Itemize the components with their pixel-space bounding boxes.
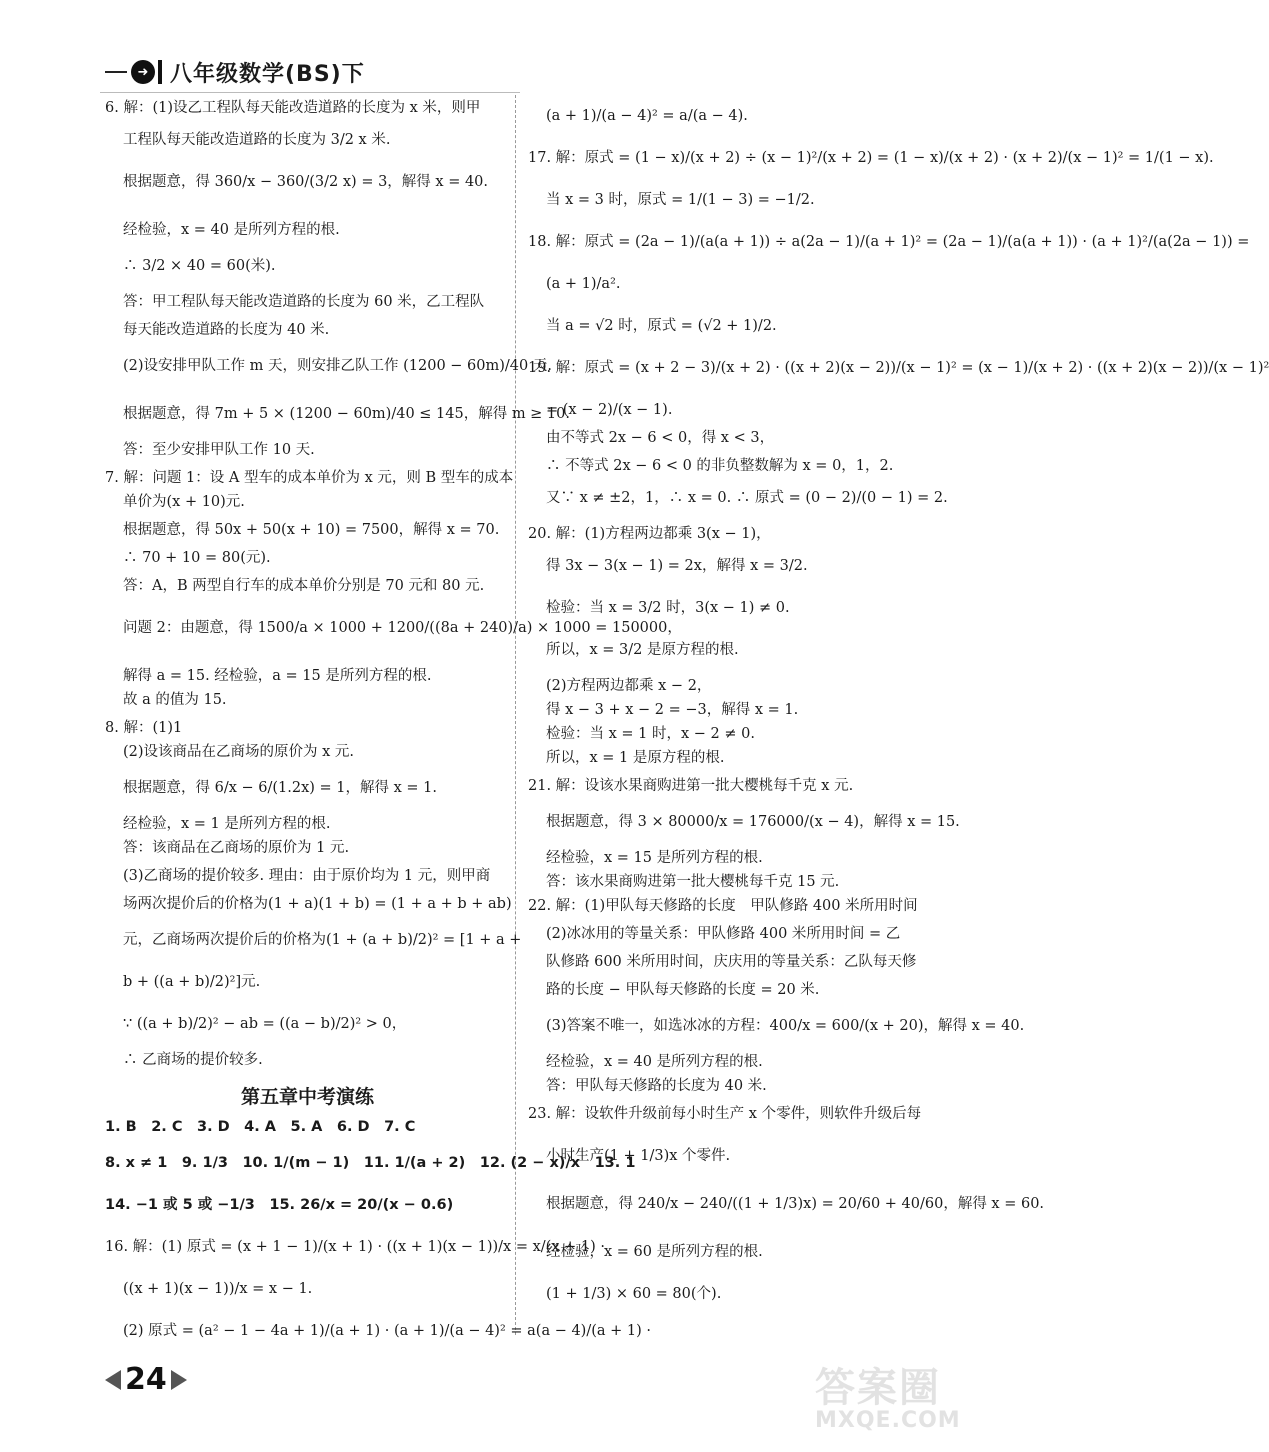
solution-line: 问题 2：由题意，得 1500/a × 1000 + 1200/((8a + 240)/a) × 1000 = 150000， — [123, 620, 682, 636]
problem-8 — [105, 716, 522, 1072]
solution-line: ∴ 3/2 × 40 = 60(米). — [123, 258, 276, 274]
solution-line: ((x + 1)(x − 1))/x = x − 1. — [123, 1281, 313, 1297]
header-divider — [100, 92, 520, 93]
solution-line: 故 a 的值为 15. — [123, 692, 227, 708]
solution-line: (a + 1)/(a − 4)² = a/(a − 4). — [546, 108, 748, 124]
solution-line: 经检验，x = 40 是所列方程的根. — [123, 222, 340, 238]
solution-line: (2)冰冰用的等量关系：甲队修路 400 米所用时间 = 乙 — [546, 926, 901, 942]
solution-line: 单价为(x + 10)元. — [123, 494, 245, 510]
answer-line: 14. −1 或 5 或 −1/3 15. 26/x = 20/(x − 0.6) — [105, 1197, 454, 1213]
solution-line: 路的长度 − 甲队每天修路的长度 = 20 米. — [546, 982, 820, 998]
watermark-url: MXQE.COM — [815, 1408, 961, 1433]
solution-line: 答：甲工程队每天能改造道路的长度为 60 米，乙工程队 — [123, 294, 485, 310]
page-header — [105, 52, 365, 92]
problem-22 — [528, 894, 1025, 1098]
solution-line: 经检验，x = 1 是所列方程的根. — [123, 816, 331, 832]
solution-line: 根据题意，得 6/x − 6/(1.2x) = 1，解得 x = 1. — [123, 780, 438, 796]
solution-line: 7. 解：问题 1：设 A 型车的成本单价为 x 元，则 B 型车的成本 — [105, 470, 514, 486]
solution-line: 当 x = 3 时，原式 = 1/(1 − 3) = −1/2. — [546, 192, 815, 208]
solution-line: (3)答案不唯一，如选冰冰的方程：400/x = 600/(x + 20)，解得 x = 40. — [546, 1018, 1025, 1034]
solution-line: 19. 解：原式 = (x + 2 − 3)/(x + 2) · ((x + 2)(x − 2))/(x − 1)² = (x − 1)/(x + 2) · ((x + 2)(x − 2))/(x − 1)² — [528, 360, 1269, 376]
solution-line: 21. 解：设该水果商购进第一批大樱桃每千克 x 元. — [528, 778, 854, 794]
solution-line: 答：该商品在乙商场的原价为 1 元. — [123, 840, 350, 856]
arrow-circle-icon: ➜ — [131, 60, 155, 84]
solution-line: 23. 解：设软件升级前每小时生产 x 个零件，则软件升级后每 — [528, 1106, 922, 1122]
solution-line: 又∵ x ≠ ±2，1，∴ x = 0. ∴ 原式 = (0 − 2)/(0 − 1) = 2. — [546, 490, 948, 506]
left-arrow-icon — [105, 1370, 121, 1390]
solution-line: 得 x − 3 + x − 2 = −3，解得 x = 1. — [546, 702, 799, 718]
solution-line: (3)乙商场的提价较多. 理由：由于原价均为 1 元，则甲商 — [123, 868, 491, 884]
solution-line: 当 a = √2 时，原式 = (√2 + 1)/2. — [546, 318, 777, 334]
solution-line: 经检验，x = 60 是所列方程的根. — [546, 1244, 763, 1260]
problem-19 — [528, 356, 1269, 510]
problem-6 — [105, 96, 570, 462]
solution-line: (2)设安排甲队工作 m 天，则安排乙队工作 (1200 − 60m)/40 天. — [123, 358, 552, 374]
solution-line: (2)设该商品在乙商场的原价为 x 元. — [123, 744, 355, 760]
solution-line: 经检验，x = 40 是所列方程的根. — [546, 1054, 763, 1070]
solution-line: 答：甲队每天修路的长度为 40 米. — [546, 1078, 767, 1094]
solution-line: 小时生产(1 + 1/3)x 个零件. — [546, 1148, 731, 1164]
solution-line: 20. 解：(1)方程两边都乘 3(x − 1)， — [528, 526, 771, 542]
solution-line: 8. 解：(1)1 — [105, 720, 183, 736]
right-column — [528, 96, 1269, 1306]
solution-line: (1 + 1/3) × 60 = 80(个). — [546, 1286, 722, 1302]
solution-line: 队修路 600 米所用时间，庆庆用的等量关系：乙队每天修 — [546, 954, 917, 970]
solution-line: 17. 解：原式 = (1 − x)/(x + 2) ÷ (x − 1)²/(x + 2) = (1 − x)/(x + 2) · (x + 2)/(x − 1)² = 1/(1 − x). — [528, 150, 1214, 166]
problem-18 — [528, 230, 1250, 338]
watermark-logo: 答案圈 — [815, 1365, 941, 1411]
header-rule — [105, 71, 127, 73]
solution-line: 检验：当 x = 3/2 时，3(x − 1) ≠ 0. — [546, 600, 790, 616]
solution-line: 答：A，B 两型自行车的成本单价分别是 70 元和 80 元. — [123, 578, 485, 594]
problem-21 — [528, 774, 960, 894]
solution-line: 所以，x = 3/2 是原方程的根. — [546, 642, 739, 658]
solution-line: = (x − 2)/(x − 1). — [546, 402, 673, 418]
solution-line: 答：该水果商购进第一批大樱桃每千克 15 元. — [546, 874, 840, 890]
solution-line: 检验：当 x = 1 时，x − 2 ≠ 0. — [546, 726, 755, 742]
solution-line: 得 3x − 3(x − 1) = 2x，解得 x = 3/2. — [546, 558, 808, 574]
solution-line: ∵ ((a + b)/2)² − ab = ((a − b)/2)² > 0， — [123, 1016, 407, 1032]
book-title: 八年级数学(BS)下 — [170, 61, 365, 87]
solution-line: 根据题意，得 7m + 5 × (1200 − 60m)/40 ≤ 145，解得 m ≥ 10. — [123, 406, 570, 422]
solution-line: 解得 a = 15. 经检验，a = 15 是所列方程的根. — [123, 668, 432, 684]
solution-line: 元，乙商场两次提价后的价格为(1 + (a + b)/2)² = [1 + a + — [123, 932, 522, 948]
solution-line: 场两次提价后的价格为(1 + a)(1 + b) = (1 + a + b + ab) — [123, 896, 512, 912]
solution-line: 根据题意，得 360/x − 360/(3/2 x) = 3，解得 x = 40. — [123, 174, 489, 190]
solution-line: 所以，x = 1 是原方程的根. — [546, 750, 725, 766]
right-arrow-icon — [171, 1370, 187, 1390]
solution-line: ∴ 乙商场的提价较多. — [123, 1052, 263, 1068]
solution-line: 答：至少安排甲队工作 10 天. — [123, 442, 315, 458]
page-number-text: 24 — [125, 1362, 167, 1397]
answer-line: 1. B 2. C 3. D 4. A 5. A 6. D 7. C — [105, 1119, 416, 1135]
answer-key — [105, 1115, 636, 1217]
problem-23 — [528, 1102, 1045, 1306]
solution-line: 16. 解：(1) 原式 = (x + 1 − 1)/(x + 1) · ((x + 1)(x − 1))/x = x/(x + 1) · — [105, 1239, 605, 1255]
answer-line: 8. x ≠ 1 9. 1/3 10. 1/(m − 1) 11. 1/(a + 2) 12. (2 − x)/x 13. 1 — [105, 1155, 636, 1171]
solution-line: 22. 解：(1)甲队每天修路的长度 甲队修路 400 米所用时间 — [528, 898, 918, 914]
header-bar — [158, 60, 162, 84]
solution-line: 根据题意，得 240/x − 240/((1 + 1/3)x) = 20/60 + 40/60，解得 x = 60. — [546, 1196, 1045, 1212]
watermark — [815, 1365, 985, 1438]
solution-line: ∴ 70 + 10 = 80(元). — [123, 550, 271, 566]
solution-line: 由不等式 2x − 6 < 0，得 x < 3， — [546, 430, 775, 446]
solution-line: b + ((a + b)/2)²]元. — [123, 974, 261, 990]
solution-line: 根据题意，得 3 × 80000/x = 176000/(x − 4)，解得 x = 15. — [546, 814, 960, 830]
solution-line: (2)方程两边都乘 x − 2， — [546, 678, 712, 694]
solution-line: (a + 1)/a². — [546, 276, 621, 292]
solution-line: 根据题意，得 50x + 50(x + 10) = 7500，解得 x = 70. — [123, 522, 500, 538]
solution-line: (2) 原式 = (a² − 1 − 4a + 1)/(a + 1) · (a + 1)/(a − 4)² = a(a − 4)/(a + 1) · — [123, 1323, 651, 1339]
solution-line: 每天能改造道路的长度为 40 米. — [123, 322, 330, 338]
problem-20 — [528, 522, 928, 770]
column-divider — [515, 95, 516, 1335]
page-number — [105, 1362, 187, 1397]
solution-line: 6. 解：(1)设乙工程队每天能改造道路的长度为 x 米，则甲 — [105, 100, 481, 116]
problem-17 — [528, 146, 1214, 212]
solution-line: 工程队每天能改造道路的长度为 3/2 x 米. — [123, 132, 391, 148]
chapter-title: 第五章中考演练 — [240, 1086, 374, 1108]
solution-line: 18. 解：原式 = (2a − 1)/(a(a + 1)) ÷ a(2a − 1)/(a + 1)² = (2a − 1)/(a(a + 1)) · (a + 1)²/(a(2a − 1)) = — [528, 234, 1250, 250]
solution-line: ∴ 不等式 2x − 6 < 0 的非负整数解为 x = 0，1，2. — [546, 458, 894, 474]
solution-line: 经检验，x = 15 是所列方程的根. — [546, 850, 763, 866]
